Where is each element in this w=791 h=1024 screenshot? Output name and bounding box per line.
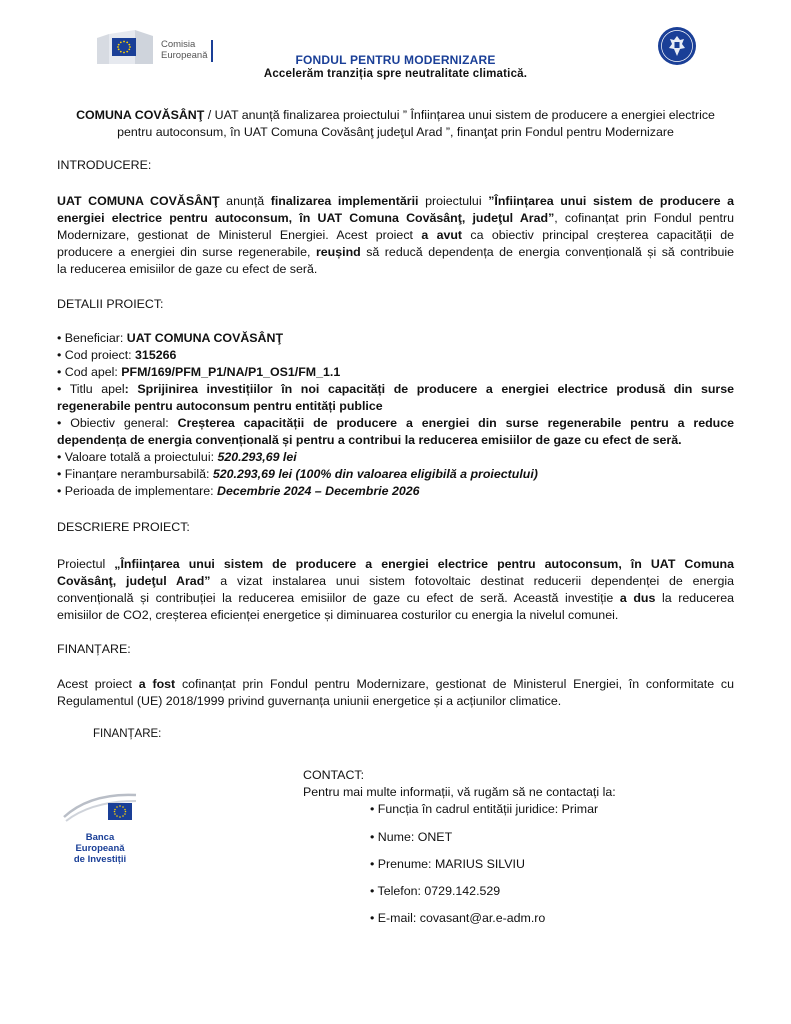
detail-valoare: • Valoare totală a proiectului: 520.293,69 lei bbox=[57, 450, 297, 464]
financing-label: FINANȚARE: bbox=[57, 642, 131, 656]
eib-logo-name: Banca Europeană de Investiții bbox=[73, 832, 127, 865]
description-label: DESCRIERE PROIECT: bbox=[57, 520, 190, 534]
fund-title: FONDUL PENTRU MODERNIZARE bbox=[295, 53, 496, 67]
headline-line-1: COMUNA COVĂSÂNŢ / UAT anunță finalizarea proiectului ” Înființarea unui sistem de producere a energiei electrice bbox=[76, 108, 715, 122]
detail-cod-apel: • Cod apel: PFM/169/PFM_P1/NA/P1_OS1/FM_1.1 bbox=[57, 365, 341, 379]
detail-titlu-apel-cont: regenerabile pentru autoconsum pentru entități publice bbox=[57, 399, 383, 413]
contact-phone: • Telefon: 0729.142.529 bbox=[370, 884, 501, 898]
contact-email: • E-mail: covasant@ar.e-adm.ro bbox=[370, 911, 546, 925]
financing-label-secondary: FINANȚARE: bbox=[93, 728, 162, 740]
contact-function: • Funcția în cadrul entității juridice: Primar bbox=[370, 802, 599, 816]
fund-subtitle: Accelerăm tranziția spre neutralitate climatică. bbox=[263, 68, 528, 80]
contact-intro: Pentru mai multe informații, vă rugăm să ne contactați la: bbox=[303, 785, 616, 799]
european-investment-bank-logo bbox=[60, 787, 140, 865]
detail-beneficiar: • Beneficiar: UAT COMUNA COVĂSÂNŢ bbox=[57, 331, 284, 345]
detail-obiectiv-cont: dependența de energia convențională și pentru a contribui la reducerea emisiilor de gaze cu efect de seră. bbox=[57, 433, 682, 447]
description-paragraph: Proiectul „Înființarea unui sistem de producere a energiei electrice pentru autoconsum, în UAT Comuna Covăsânţ, judeţul Arad” a vizat instalarea unui sistem fotovoltaic destinat reducerii dependenței de energia convențională și contribuției la reducerea emisiilor de gaze cu efect de seră. Această investiție a dus la reducerea emisiilor de CO2, creșterea eficienței energetice și diminuarea costurilor cu energia la nivelul comunei. bbox=[57, 557, 734, 622]
detail-titlu-apel: • Titlu apel: Sprijinirea investițiilor în noi capacități de producere a energiei electrice produsă din surse bbox=[57, 382, 735, 396]
detail-perioada: • Perioada de implementare: Decembrie 2024 – Decembrie 2026 bbox=[57, 484, 420, 498]
financing-paragraph: Acest proiect a fost cofinanțat prin Fondul pentru Modernizare, gestionat de Ministerul Energiei, în conformitate cu Regulamentul (UE) 2018/1999 privind guvernanța uniunii energetice și a acțiunilor climatice. bbox=[57, 677, 734, 708]
detail-obiectiv: • Obiectiv general: Creșterea capacității de producere a energiei din surse regenerabile pentru a reduce bbox=[57, 416, 735, 430]
headline bbox=[57, 107, 734, 141]
detail-cod-proiect: • Cod proiect: 315266 bbox=[57, 348, 177, 362]
ec-logo-name: Comisia Europeană bbox=[161, 39, 208, 61]
details-label: DETALII PROIECT: bbox=[57, 297, 164, 311]
detail-finantare: • Finanțare nerambursabilă: 520.293,69 lei (100% din valoarea eligibilă a proiectului) bbox=[57, 467, 538, 481]
contact-surname: • Prenume: MARIUS SILVIU bbox=[370, 857, 525, 871]
intro-label: INTRODUCERE: bbox=[57, 158, 152, 172]
details-list bbox=[57, 330, 734, 500]
contact-name: • Nume: ONET bbox=[370, 830, 453, 844]
contact-label: CONTACT: bbox=[303, 768, 365, 782]
headline-line-2: pentru autoconsum, în UAT Comuna Covăsânţ judeţul Arad ”, finanţat prin Fondul pentru Modernizare bbox=[117, 125, 674, 139]
intro-paragraph: UAT COMUNA COVĂSÂNŢ anunță finalizarea implementării proiectului ”Înființarea unui sistem de producere a energiei electrice pentru autoconsum, în UAT Comuna Covăsânţ, judeţul Arad”, cofinanțat prin Fondul pentru Modernizare, gestionat de Ministerul Energiei. Acest proiect a avut ca obiectiv principal creșterea capacității de producere a energiei din surse regenerabile, reușind să reducă dependența de energia convențională și să contribuie la reducerea emisiilor de gaze cu efect de seră. bbox=[57, 194, 735, 276]
eib-emblem-icon bbox=[60, 787, 140, 831]
